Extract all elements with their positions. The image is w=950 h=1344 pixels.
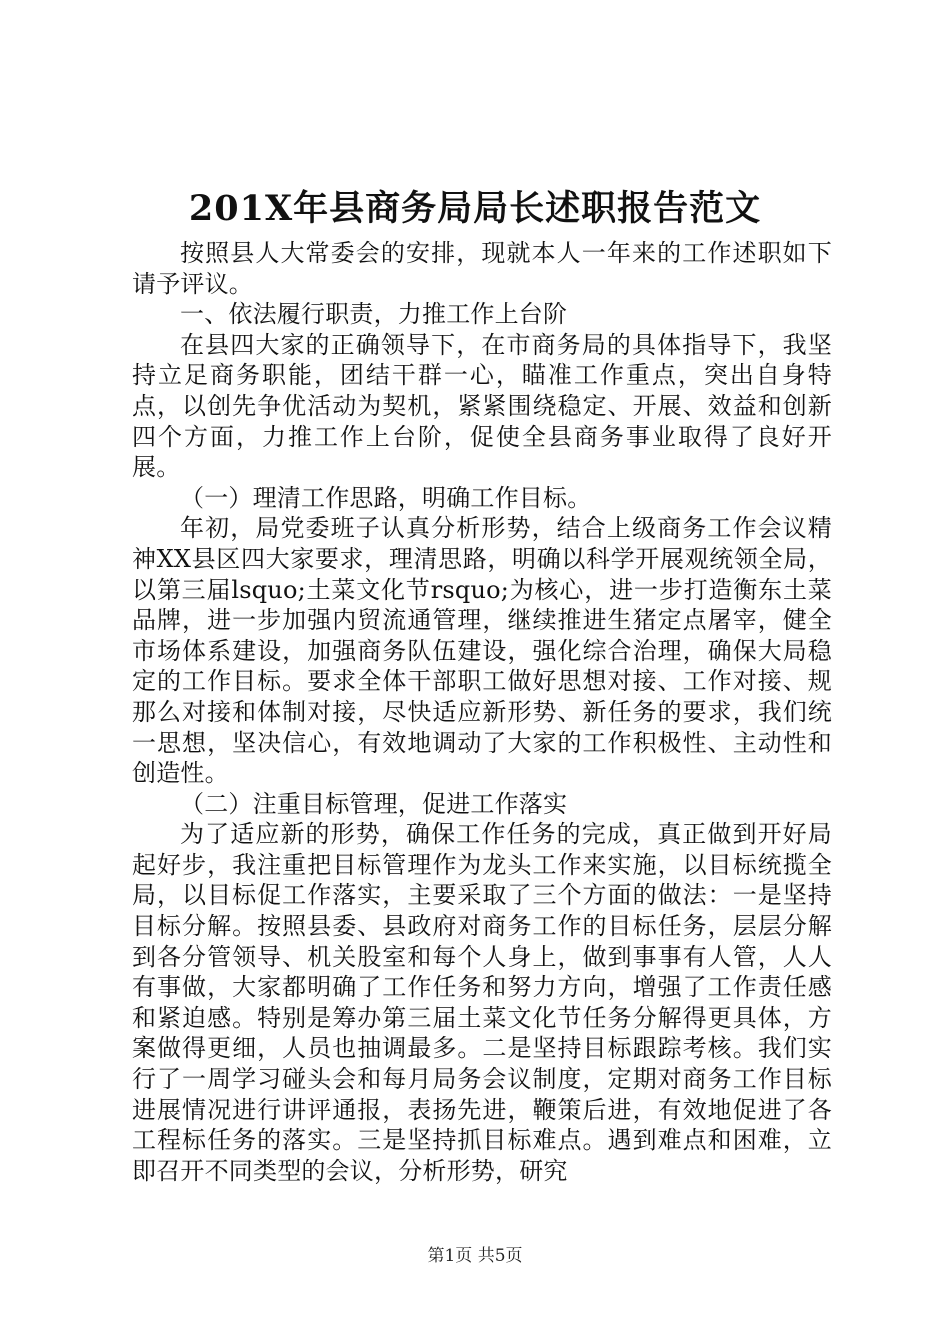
- paragraph-work-goals: 年初，局党委班子认真分析形势，结合上级商务工作会议精神XX县区四大家要求，理清思路，明确以科学开展观统领全局，以第三届lsquo;土菜文化节rsquo;为核心，进一步打造衡东土菜品牌，进一步加强内贸流通管理，继续推进生猪定点屠宰，健全市场体系建设，加强商务队伍建设，强化综合治理，确保大局稳定的工作目标。要求全体干部职工做好思想对接、工作对接、规那么对接和体制对接，尽快适应新形势、新任务的要求，我们统一思想，坚决信心，有效地调动了大家的工作积极性、主动性和创造性。: [132, 514, 832, 788]
- paragraph-overview: 在县四大家的正确领导下，在市商务局的具体指导下，我坚持立足商务职能，团结干群一心，瞄准工作重点，突出自身特点，以创先争优活动为契机，紧紧围绕稳定、开展、效益和创新四个方面，力推工作上台阶，促使全县商务事业取得了良好开展。: [132, 330, 832, 482]
- page-footer: 第1页 共5页: [427, 1246, 523, 1266]
- document-body: [132, 238, 832, 1186]
- section-heading-1: 一、依法履行职责，力推工作上台阶: [180, 300, 568, 329]
- subsection-heading-2: （二）注重目标管理，促进工作落实: [180, 789, 568, 818]
- subsection-heading-1: （一）理清工作思路，明确工作目标。: [180, 483, 592, 512]
- document-title: 201X年县商务局局长述职报告范文: [188, 188, 762, 229]
- paragraph-intro: 按照县人大常委会的安排，现就本人一年来的工作述职如下请予评议。: [132, 239, 832, 298]
- paragraph-target-management: 为了适应新的形势，确保工作任务的完成，真正做到开好局起好步，我注重把目标管理作为龙头工作来实施，以目标统揽全局，以目标促工作落实，主要采取了三个方面的做法：一是坚持目标分解。按照县委、县政府对商务工作的目标任务，层层分解到各分管领导、机关股室和每个人身上，做到事事有人管，人人有事做，大家都明确了工作任务和努力方向，增强了工作责任感和紧迫感。特别是筹办第三届土菜文化节任务分解得更具体，方案做得更细，人员也抽调最多。二是坚持目标跟踪考核。我们实行了一周学习碰头会和每月局务会议制度，定期对商务工作目标进展情况进行讲评通报，表扬先进，鞭策后进，有效地促进了各工程标任务的落实。三是坚持抓目标难点。遇到难点和困难，立即召开不同类型的会议，分析形势，研究: [132, 820, 832, 1185]
